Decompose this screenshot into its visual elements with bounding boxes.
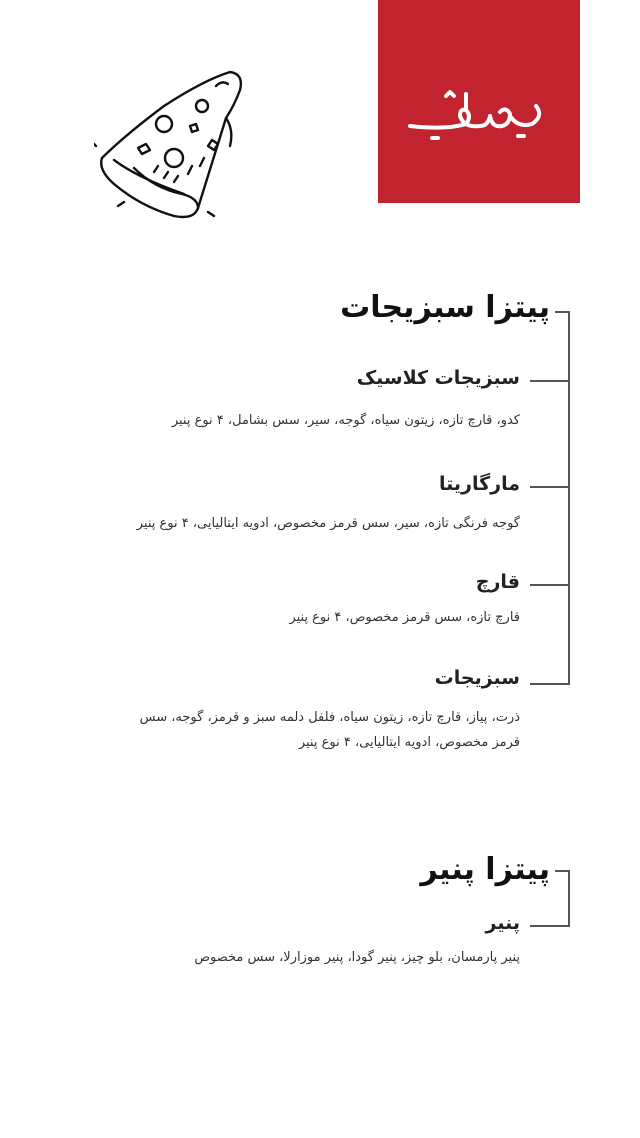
item-connector <box>530 584 570 586</box>
menu-item-title: مارگاریتا <box>439 473 520 495</box>
section-title: پیتزا سبزیجات <box>340 290 550 325</box>
menu-item-title: پنیر <box>485 912 520 934</box>
menu-item-description: پنیر پارمسان، بلو چیز، پنیر گودا، پنیر موزارلا، سس مخصوص <box>194 950 520 965</box>
section-title: پیتزا پنیر <box>420 852 550 887</box>
pizza-slice-icon <box>94 66 244 222</box>
item-connector <box>530 683 570 685</box>
menu-item-description: گوجه فرنگی تازه، سیر، سس قرمز مخصوص، ادویه ایتالیایی، ۴ نوع پنیر <box>136 516 520 531</box>
item-connector <box>530 486 570 488</box>
menu-item-description: کدو، قارچ تازه، زیتون سیاه، گوجه، سیر، سس بشامل، ۴ نوع پنیر <box>171 413 520 428</box>
logo-lettering <box>406 86 552 146</box>
section-bracket-vertical <box>568 311 570 685</box>
section-bracket-vertical <box>568 870 570 927</box>
menu-item-title: قارچ <box>475 571 520 593</box>
menu-item-description: قارچ تازه، سس قرمز مخصوص، ۴ نوع پنیر <box>289 610 520 625</box>
menu-item-title: سبزیجات کلاسیک <box>356 367 520 389</box>
menu-item-title: سبزیجات <box>434 667 520 689</box>
brand-logo <box>378 0 580 203</box>
menu-item-description: ذرت، پیاز، قارچ تازه، زیتون سیاه، فلفل دلمه سبز و قرمز، گوجه، سس قرمز مخصوص، ادویه ایتالیایی، ۴ نوع پنیر <box>139 710 520 750</box>
item-connector <box>530 380 570 382</box>
item-connector <box>530 925 570 927</box>
